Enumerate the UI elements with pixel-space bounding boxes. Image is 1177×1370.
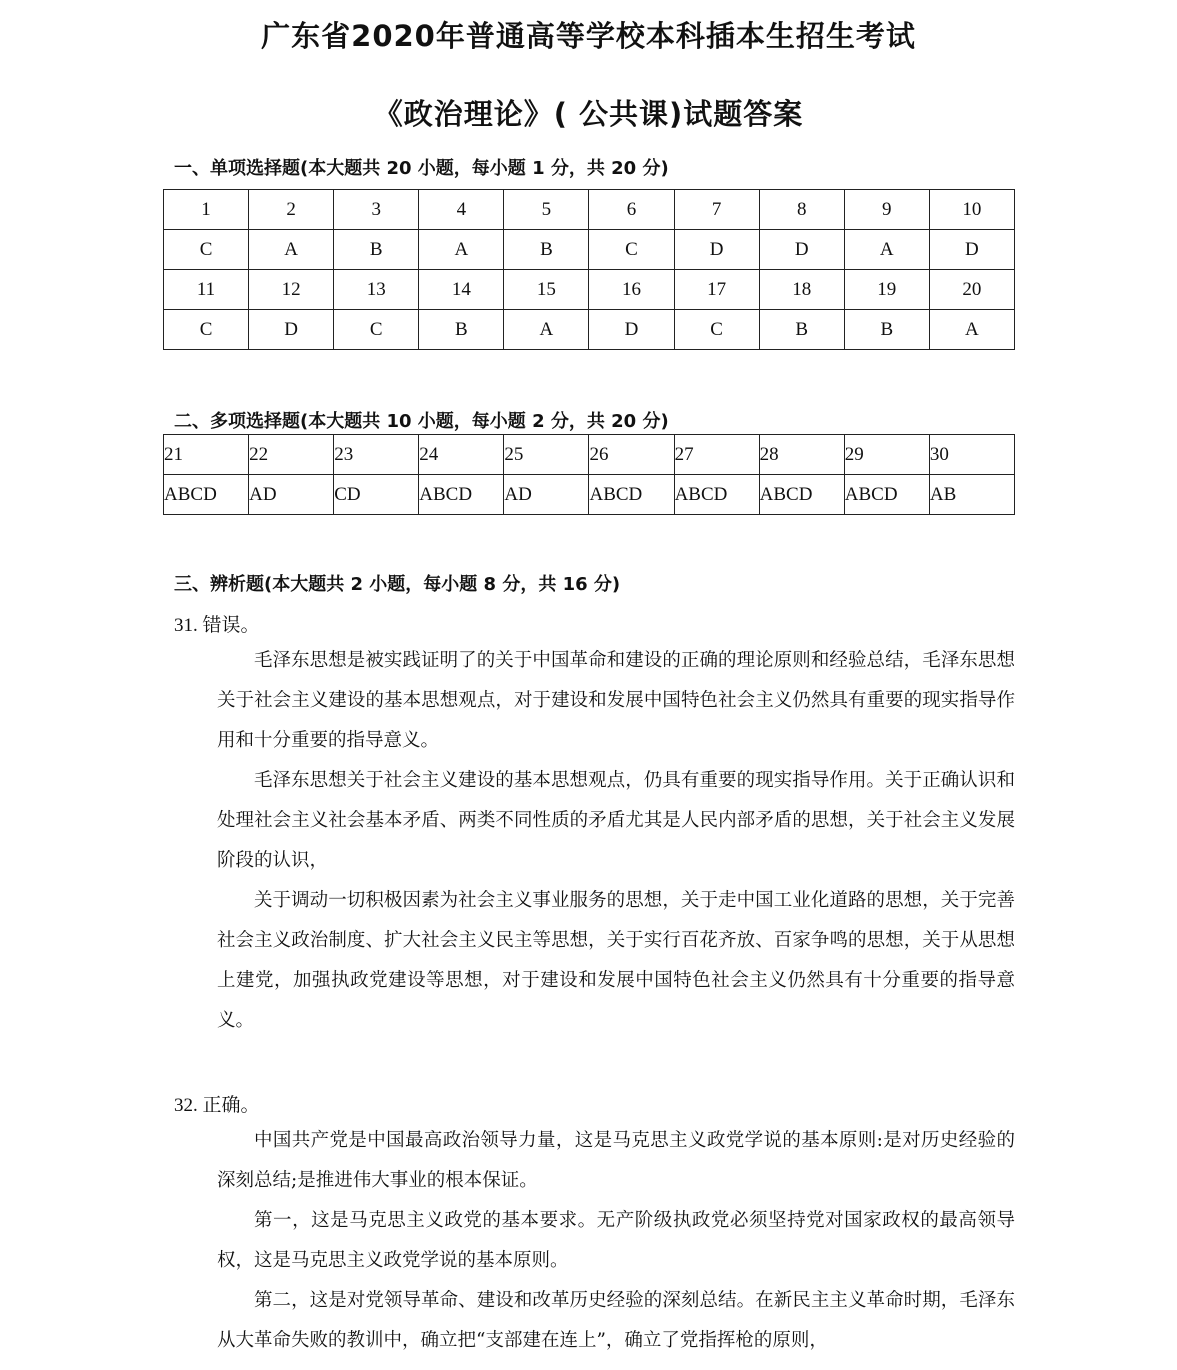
table-cell: 7 bbox=[674, 190, 759, 230]
table-cell: B bbox=[419, 310, 504, 350]
table-cell: 12 bbox=[249, 270, 334, 310]
table-cell: AD bbox=[249, 475, 334, 515]
table-cell: 20 bbox=[929, 270, 1014, 310]
answer-paragraph: 毛泽东思想关于社会主义建设的基本思想观点，仍具有重要的现实指导作用。关于正确认识和处理社会主义社会基本矛盾、两类不同性质的矛盾尤其是人民内部矛盾的思想，关于社会主义发展阶段的认识， bbox=[217, 770, 1015, 871]
table-cell: 27 bbox=[674, 435, 759, 475]
table-row bbox=[164, 230, 1015, 270]
table-cell: 13 bbox=[334, 270, 419, 310]
table-cell: 1 bbox=[164, 190, 249, 230]
table-cell: 8 bbox=[759, 190, 844, 230]
table-cell: AD bbox=[504, 475, 589, 515]
table-cell: C bbox=[589, 230, 674, 270]
question-31-label: 31. 错误。 bbox=[174, 615, 260, 636]
table-cell: ABCD bbox=[759, 475, 844, 515]
table-cell: 14 bbox=[419, 270, 504, 310]
section-heading-single-choice: 一、单项选择题(本大题共 20 小题，每小题 1 分，共 20 分) bbox=[174, 158, 669, 179]
table-cell: C bbox=[334, 310, 419, 350]
document-title: 广东省2020年普通高等学校本科插本生招生考试 bbox=[261, 19, 916, 53]
table-cell: 15 bbox=[504, 270, 589, 310]
answer-paragraph: 中国共产党是中国最高政治领导力量，这是马克思主义政党学说的基本原则:是对历史经验的深刻总结;是推进伟大事业的根本保证。 bbox=[217, 1130, 1015, 1191]
question-32-label: 32. 正确。 bbox=[174, 1095, 260, 1116]
table-cell: ABCD bbox=[844, 475, 929, 515]
table-cell: A bbox=[929, 310, 1014, 350]
table-cell: ABCD bbox=[674, 475, 759, 515]
answer-paragraph: 第一，这是马克思主义政党的基本要求。无产阶级执政党必须坚持党对国家政权的最高领导权，这是马克思主义政党学说的基本原则。 bbox=[217, 1210, 1015, 1271]
table-row bbox=[164, 270, 1015, 310]
table-cell: A bbox=[504, 310, 589, 350]
table-cell: 23 bbox=[334, 435, 419, 475]
table-cell: 19 bbox=[844, 270, 929, 310]
table-cell: AB bbox=[929, 475, 1014, 515]
answer-paragraph: 毛泽东思想是被实践证明了的关于中国革命和建设的正确的理论原则和经验总结，毛泽东思想关于社会主义建设的基本思想观点，对于建设和发展中国特色社会主义仍然具有重要的现实指导作用和十分重要的指导意义。 bbox=[217, 650, 1015, 751]
table-cell: 9 bbox=[844, 190, 929, 230]
table-cell: 24 bbox=[419, 435, 504, 475]
table-cell: A bbox=[249, 230, 334, 270]
multiple-choice-answer-table bbox=[163, 434, 1015, 515]
table-cell: B bbox=[759, 310, 844, 350]
table-cell: C bbox=[164, 230, 249, 270]
table-cell: ABCD bbox=[589, 475, 674, 515]
table-cell: 5 bbox=[504, 190, 589, 230]
table-cell: 3 bbox=[334, 190, 419, 230]
table-cell: 6 bbox=[589, 190, 674, 230]
table-cell: D bbox=[929, 230, 1014, 270]
table-cell: D bbox=[759, 230, 844, 270]
table-cell: B bbox=[844, 310, 929, 350]
table-cell: 28 bbox=[759, 435, 844, 475]
table-cell: B bbox=[504, 230, 589, 270]
table-cell: 18 bbox=[759, 270, 844, 310]
table-cell: 22 bbox=[249, 435, 334, 475]
table-cell: 10 bbox=[929, 190, 1014, 230]
answer-paragraph: 关于调动一切积极因素为社会主义事业服务的思想，关于走中国工业化道路的思想，关于完善社会主义政治制度、扩大社会主义民主等思想，关于实行百花齐放、百家争鸣的思想，关于从思想上建党，加强执政党建设等思想，对于建设和发展中国特色社会主义仍然具有十分重要的指导意义。 bbox=[217, 890, 1015, 1031]
table-cell: 2 bbox=[249, 190, 334, 230]
table-cell: B bbox=[334, 230, 419, 270]
table-row bbox=[164, 310, 1015, 350]
table-row bbox=[164, 435, 1015, 475]
table-cell: D bbox=[249, 310, 334, 350]
section-heading-multiple-choice: 二、多项选择题(本大题共 10 小题，每小题 2 分，共 20 分) bbox=[174, 411, 669, 432]
table-cell: 26 bbox=[589, 435, 674, 475]
table-cell: 29 bbox=[844, 435, 929, 475]
table-cell: D bbox=[674, 230, 759, 270]
table-cell: 25 bbox=[504, 435, 589, 475]
table-row bbox=[164, 475, 1015, 515]
table-row bbox=[164, 190, 1015, 230]
document-subtitle: 《政治理论》( 公共课)试题答案 bbox=[373, 97, 804, 131]
table-cell: CD bbox=[334, 475, 419, 515]
table-cell: A bbox=[419, 230, 504, 270]
table-cell: 4 bbox=[419, 190, 504, 230]
answer-paragraph: 第二，这是对党领导革命、建设和改革历史经验的深刻总结。在新民主主义革命时期，毛泽东从大革命失败的教训中，确立把“支部建在连上”，确立了党指挥枪的原则， bbox=[217, 1290, 1015, 1351]
table-cell: 30 bbox=[929, 435, 1014, 475]
table-cell: 16 bbox=[589, 270, 674, 310]
section-heading-analysis: 三、辨析题(本大题共 2 小题，每小题 8 分，共 16 分) bbox=[174, 574, 621, 595]
table-cell: 17 bbox=[674, 270, 759, 310]
table-cell: 21 bbox=[164, 435, 249, 475]
table-cell: C bbox=[164, 310, 249, 350]
table-cell: C bbox=[674, 310, 759, 350]
table-cell: ABCD bbox=[164, 475, 249, 515]
table-cell: 11 bbox=[164, 270, 249, 310]
single-choice-answer-table bbox=[163, 189, 1015, 350]
table-cell: D bbox=[589, 310, 674, 350]
table-cell: A bbox=[844, 230, 929, 270]
table-cell: ABCD bbox=[419, 475, 504, 515]
